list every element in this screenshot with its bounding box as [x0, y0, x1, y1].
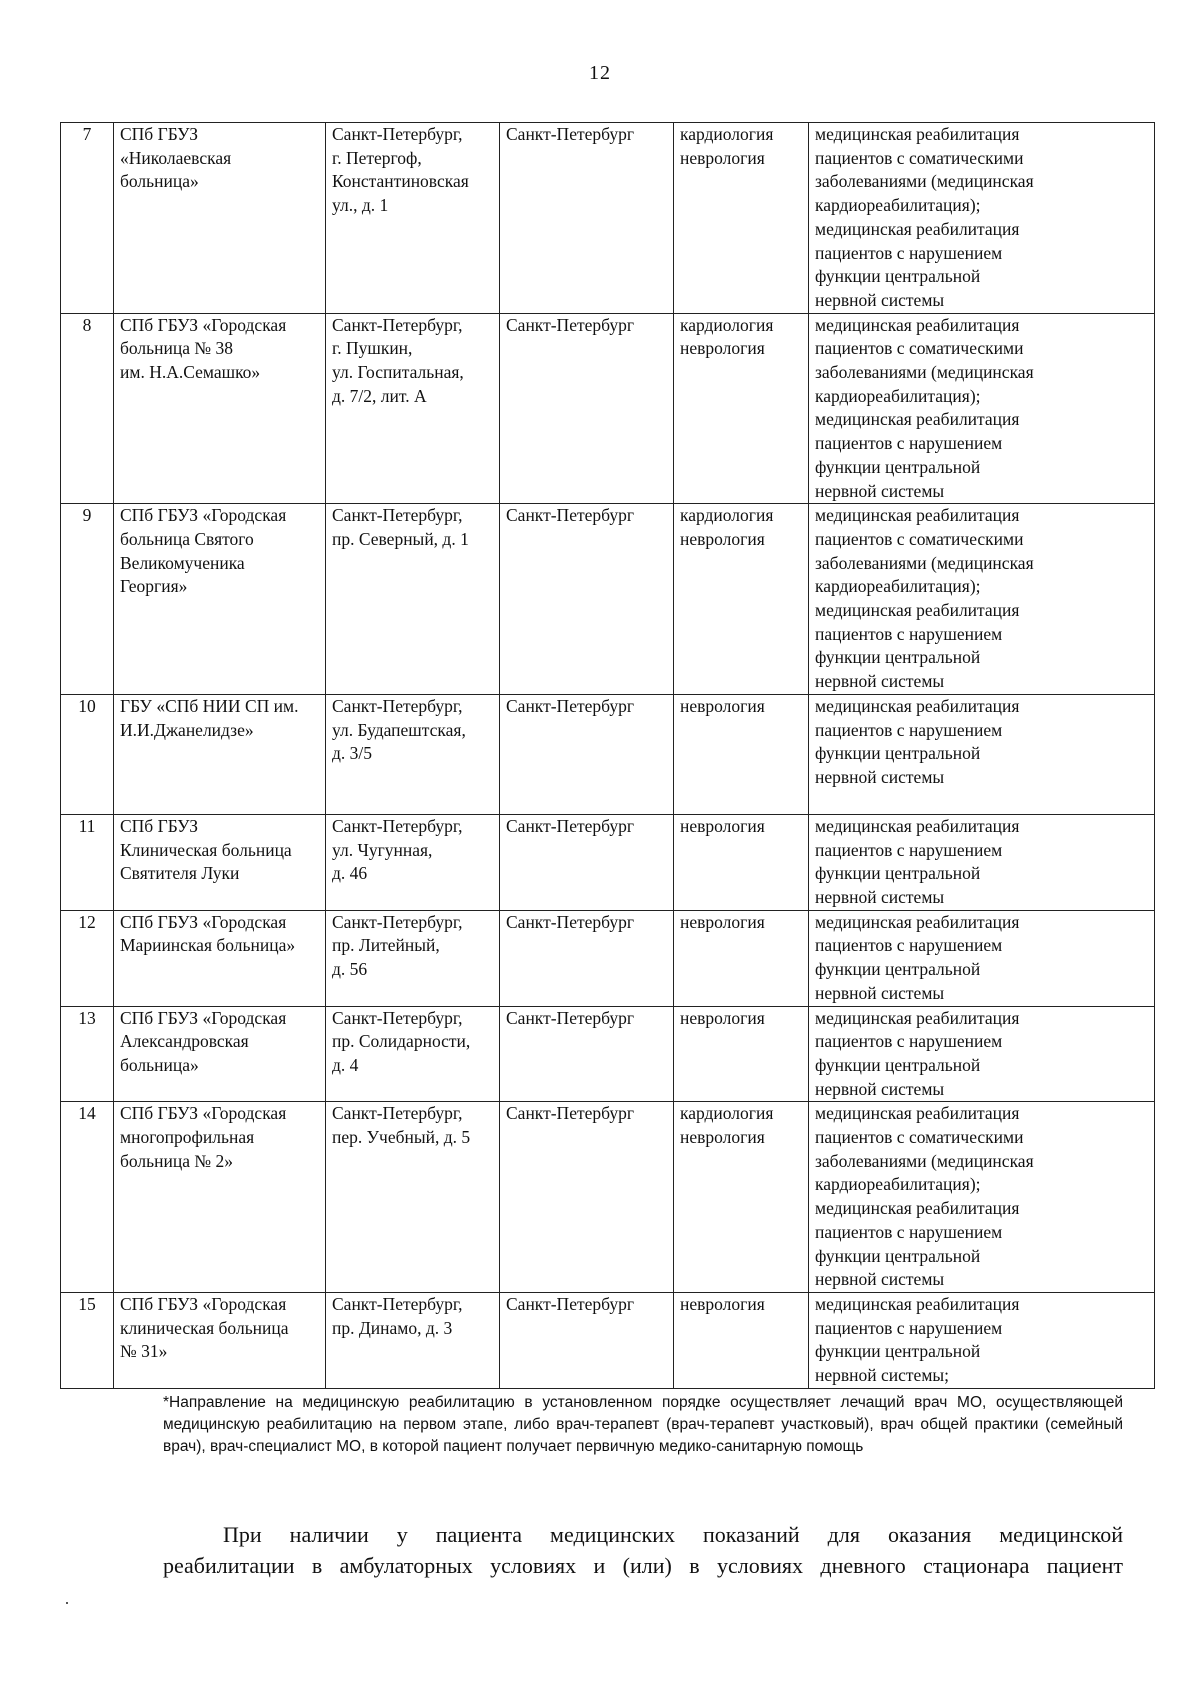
organization-name: СПб ГБУЗ «Городская больница Святого Великомученика Георгия»	[114, 504, 326, 695]
city: Санкт-Петербург	[500, 694, 674, 814]
medical-profile: неврология	[674, 910, 809, 1006]
table-row	[61, 1292, 1155, 1388]
rehabilitation-services: медицинская реабилитация пациентов с нарушением функции центральной нервной системы	[809, 910, 1155, 1006]
rehabilitation-services: медицинская реабилитация пациентов с нарушением функции центральной нервной системы	[809, 1006, 1155, 1102]
medical-profile: кардиология неврология	[674, 313, 809, 504]
body-paragraph-line: реабилитации в амбулаторных условиях и (или) в условиях дневного стационара пациент	[163, 1553, 1123, 1578]
medical-profile: неврология	[674, 1292, 809, 1388]
table-row	[61, 123, 1155, 314]
organization-name: СПб ГБУЗ «Городская многопрофильная больница № 2»	[114, 1102, 326, 1293]
row-number: 13	[61, 1006, 114, 1102]
medical-profile: неврология	[674, 694, 809, 814]
table-row	[61, 694, 1155, 814]
table-row	[61, 1006, 1155, 1102]
city: Санкт-Петербург	[500, 1006, 674, 1102]
table-row	[61, 910, 1155, 1006]
organization-address: Санкт-Петербург, пр. Динамо, д. 3	[326, 1292, 500, 1388]
row-number: 12	[61, 910, 114, 1006]
medical-profile: неврология	[674, 814, 809, 910]
rehabilitation-services: медицинская реабилитация пациентов с соматическими заболеваниями (медицинская кардиореабилитация); медицинская реабилитация пациентов с нарушением функции центральной нервной системы	[809, 1102, 1155, 1293]
table-row	[61, 504, 1155, 695]
organization-name: СПб ГБУЗ Клиническая больница Святителя Луки	[114, 814, 326, 910]
rehabilitation-services: медицинская реабилитация пациентов с соматическими заболеваниями (медицинская кардиореабилитация); медицинская реабилитация пациентов с нарушением функции центральной нервной системы	[809, 123, 1155, 314]
organization-name: СПб ГБУЗ «Городская клиническая больница № 31»	[114, 1292, 326, 1388]
organization-address: Санкт-Петербург, ул. Будапештская, д. 3/5	[326, 694, 500, 814]
row-number: 7	[61, 123, 114, 314]
rehabilitation-facilities-table	[60, 122, 1155, 1389]
organization-address: Санкт-Петербург, пер. Учебный, д. 5	[326, 1102, 500, 1293]
table-row	[61, 313, 1155, 504]
rehabilitation-services: медицинская реабилитация пациентов с соматическими заболеваниями (медицинская кардиореабилитация); медицинская реабилитация пациентов с нарушением функции центральной нервной системы	[809, 504, 1155, 695]
rehabilitation-services: медицинская реабилитация пациентов с соматическими заболеваниями (медицинская кардиореабилитация); медицинская реабилитация пациентов с нарушением функции центральной нервной системы	[809, 313, 1155, 504]
body-paragraph-line: При наличии у пациента медицинских показаний для оказания медицинской	[223, 1522, 1123, 1547]
body-paragraph	[163, 1519, 1123, 1581]
organization-address: Санкт-Петербург, ул. Чугунная, д. 46	[326, 814, 500, 910]
organization-name: ГБУ «СПб НИИ СП им. И.И.Джанелидзе»	[114, 694, 326, 814]
scan-artifact	[66, 1602, 68, 1604]
row-number: 11	[61, 814, 114, 910]
organization-address: Санкт-Петербург, пр. Северный, д. 1	[326, 504, 500, 695]
organization-name: СПб ГБУЗ «Городская Александровская больница»	[114, 1006, 326, 1102]
rehabilitation-services: медицинская реабилитация пациентов с нарушением функции центральной нервной системы	[809, 694, 1155, 814]
organization-address: Санкт-Петербург, г. Пушкин, ул. Госпитальная, д. 7/2, лит. А	[326, 313, 500, 504]
row-number: 14	[61, 1102, 114, 1293]
city: Санкт-Петербург	[500, 910, 674, 1006]
medical-profile: кардиология неврология	[674, 504, 809, 695]
organization-name: СПб ГБУЗ «Городская больница № 38 им. Н.А.Семашко»	[114, 313, 326, 504]
row-number: 8	[61, 313, 114, 504]
row-number: 9	[61, 504, 114, 695]
table-row	[61, 814, 1155, 910]
row-number: 10	[61, 694, 114, 814]
city: Санкт-Петербург	[500, 814, 674, 910]
page-number: 12	[589, 62, 611, 84]
row-number: 15	[61, 1292, 114, 1388]
city: Санкт-Петербург	[500, 504, 674, 695]
organization-name: СПб ГБУЗ «Городская Мариинская больница»	[114, 910, 326, 1006]
city: Санкт-Петербург	[500, 123, 674, 314]
footnote: *Направление на медицинскую реабилитацию в установленном порядке осуществляет лечащий врач МО, осуществляющей медицинскую реабилитацию на первом этапе, либо врач-терапевт (врач-терапевт участковый), врач общей практики (семейный врач), врач-специалист МО, в которой пациент получает первичную медико-санитарную помощь	[163, 1394, 1123, 1455]
city: Санкт-Петербург	[500, 1292, 674, 1388]
organization-address: Санкт-Петербург, г. Петергоф, Константиновская ул., д. 1	[326, 123, 500, 314]
table-row	[61, 1102, 1155, 1293]
medical-profile: кардиология неврология	[674, 123, 809, 314]
city: Санкт-Петербург	[500, 1102, 674, 1293]
organization-address: Санкт-Петербург, пр. Солидарности, д. 4	[326, 1006, 500, 1102]
medical-profile: кардиология неврология	[674, 1102, 809, 1293]
rehabilitation-services: медицинская реабилитация пациентов с нарушением функции центральной нервной системы;	[809, 1292, 1155, 1388]
organization-address: Санкт-Петербург, пр. Литейный, д. 56	[326, 910, 500, 1006]
medical-profile: неврология	[674, 1006, 809, 1102]
organization-name: СПб ГБУЗ «Николаевская больница»	[114, 123, 326, 314]
city: Санкт-Петербург	[500, 313, 674, 504]
rehabilitation-services: медицинская реабилитация пациентов с нарушением функции центральной нервной системы	[809, 814, 1155, 910]
